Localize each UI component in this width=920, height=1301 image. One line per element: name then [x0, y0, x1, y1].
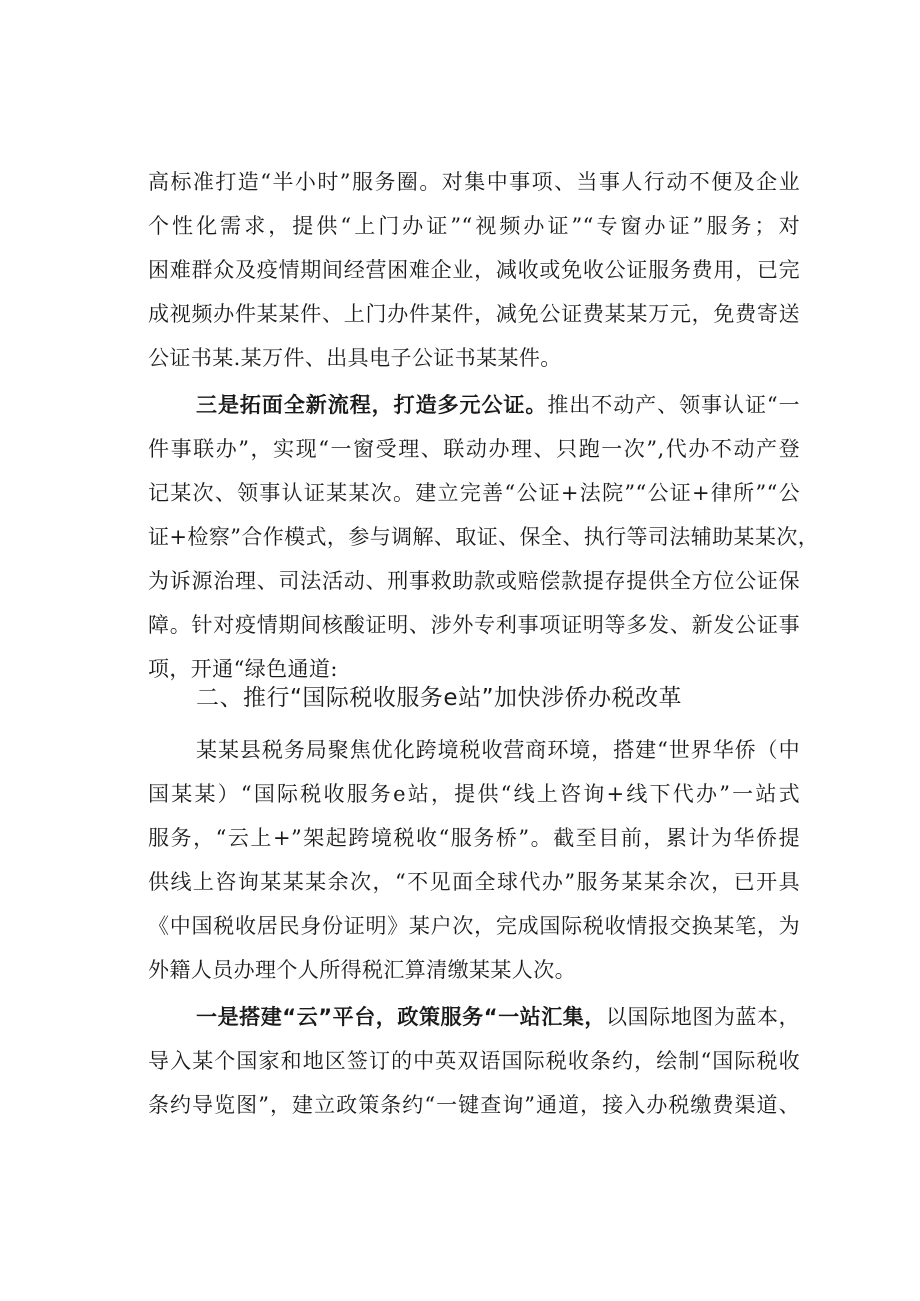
text-line: 为诉源治理、司法活动、刑事救助款或赔偿款提存提供全方位公证保 — [148, 569, 800, 593]
text-line: 外籍人员办理个人所得税汇算清缴某某人次。 — [148, 958, 576, 982]
paragraph-text: 以国际地图为蓝本， — [605, 1005, 800, 1029]
text-line: 某某县税务局聚焦优化跨境税收营商环境，搭建“世界华侨（中 — [196, 738, 800, 762]
text-line: 项，开通“绿色通道: — [148, 657, 338, 681]
text-line — [196, 383, 800, 427]
paragraph-text: 推出不动产、领事认证“一 — [547, 393, 800, 417]
text-line: 供线上咨询某某某余次，“不见面全球代办”服务某某余次，已开具 — [148, 870, 800, 894]
text-line: 《中国税收居民身份证明》某户次，完成国际税收情报交换某笔，为 — [148, 914, 800, 938]
text-line — [196, 995, 800, 1039]
text-line: 导入某个国家和地区签订的中英双语国际税收条约，绘制“国际税收 — [148, 1049, 800, 1073]
text-line: 条约导览图”，建立政策条约“一键查询”通道，接入办税缴费渠道、 — [148, 1093, 800, 1117]
text-line: 个性化需求，提供“上门办证”“视频办证”“专窗办证”服务；对 — [148, 214, 800, 238]
text-line: 高标准打造“半小时”服务圈。对集中事项、当事人行动不便及企业 — [148, 170, 800, 194]
text-line: 公证书某.某万件、出具电子公证书某某件。 — [148, 346, 562, 370]
paragraph-lead: 三是拓面全新流程，打造多元公证。 — [196, 393, 548, 417]
text-line: 记某次、领事认证某某次。建立完善“公证+法院”“公证+律所”“公 — [148, 481, 800, 505]
text-line: 成视频办件某某件、上门办件某件，减免公证费某某万元，免费寄送 — [148, 302, 800, 326]
text-line: 件事联办”，实现“一窗受理、联动办理、只跑一次”,代办不动产登 — [148, 437, 800, 461]
section-heading: 二、推行“国际税收服务e站”加快涉侨办税改革 — [196, 685, 682, 711]
text-line: 证+检察”合作模式，参与调解、取证、保全、执行等司法辅助某某次， — [148, 525, 820, 549]
text-line: 服务，“云上+”架起跨境税收“服务桥”。截至目前，累计为华侨提 — [148, 826, 800, 850]
text-line: 障。针对疫情期间核酸证明、涉外专利事项证明等多发、新发公证事 — [148, 613, 800, 637]
text-line: 国某某）“国际税收服务e站，提供“线上咨询+线下代办”一站式 — [148, 782, 800, 806]
paragraph-lead: 一是搭建“云”平台，政策服务“一站汇集， — [196, 1005, 606, 1029]
text-line: 困难群众及疫情期间经营困难企业，减收或免收公证服务费用，已完 — [148, 258, 800, 282]
